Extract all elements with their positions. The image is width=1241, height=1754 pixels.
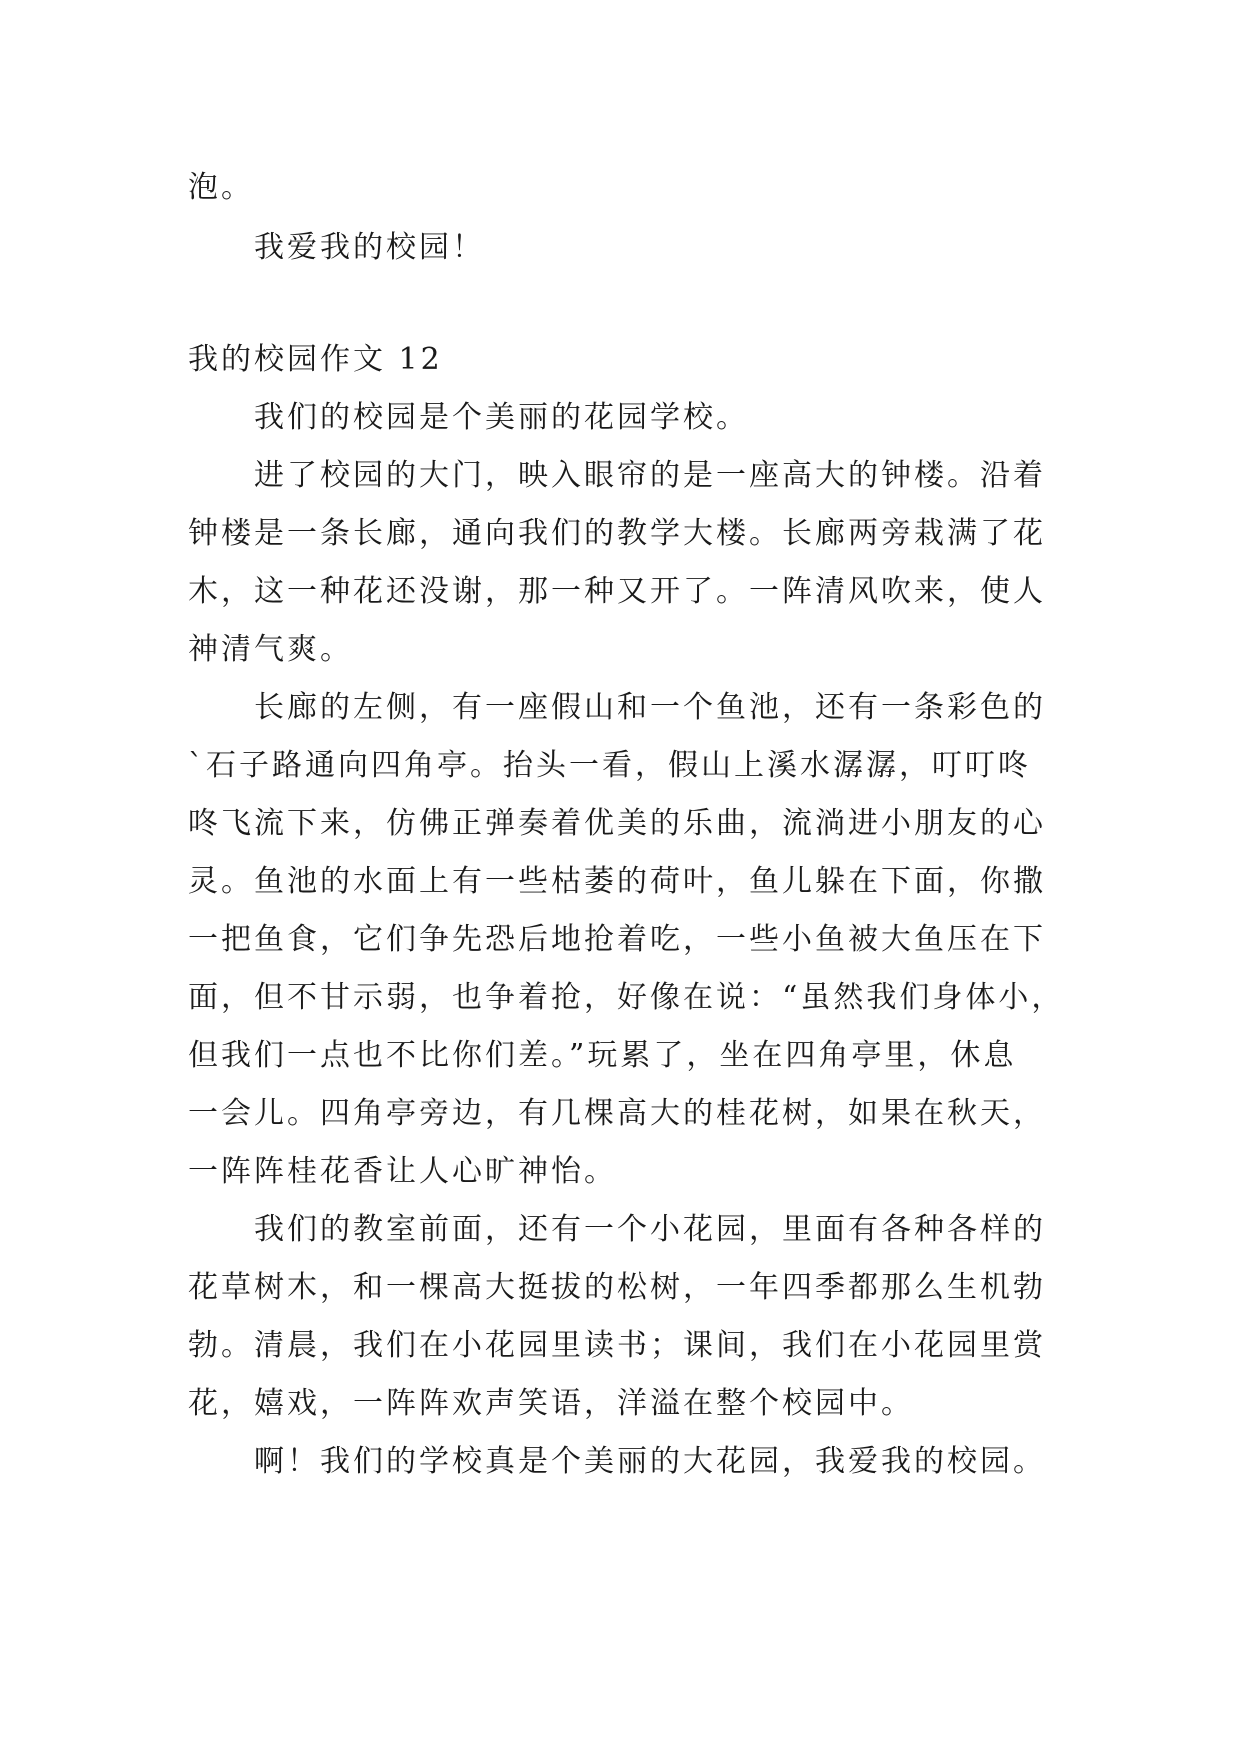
text-line: 我们的校园是个美丽的花园学校。 <box>254 400 749 435</box>
text-line: 咚飞流下来，仿佛正弹奏着优美的乐曲，流淌进小朋友的心 <box>188 806 1046 841</box>
text-line: 长廊的左侧，有一座假山和一个鱼池，还有一条彩色的 <box>254 690 1046 725</box>
text-line: 泡。 <box>188 170 254 205</box>
text-line: 面，但不甘示弱，也争着抢，好像在说：“虽然我们身体小， <box>188 980 1065 1015</box>
text-line: 灵。鱼池的水面上有一些枯萎的荷叶，鱼儿躲在下面，你撒 <box>188 864 1046 899</box>
section-heading: 我的校园作文 12 <box>188 342 443 377</box>
text-line: 花，嬉戏，一阵阵欢声笑语，洋溢在整个校园中。 <box>188 1386 914 1421</box>
text-line: 进了校园的大门，映入眼帘的是一座高大的钟楼。沿着 <box>254 458 1046 493</box>
text-line: 我爱我的校园！ <box>254 230 485 265</box>
text-line: `石子路通向四角亭。抬头一看，假山上溪水潺潺，叮叮咚 <box>188 748 1031 783</box>
text-line: 木，这一种花还没谢，那一种又开了。一阵清风吹来，使人 <box>188 574 1046 609</box>
text-line: 一阵阵桂花香让人心旷神怡。 <box>188 1154 617 1189</box>
text-line: 一把鱼食，它们争先恐后地抢着吃，一些小鱼被大鱼压在下 <box>188 922 1046 957</box>
text-line: 但我们一点也不比你们差。”玩累了，坐在四角亭里，休息 <box>188 1038 1017 1073</box>
text-line: 一会儿。四角亭旁边，有几棵高大的桂花树，如果在秋天， <box>188 1096 1046 1131</box>
text-line: 啊！我们的学校真是个美丽的大花园，我爱我的校园。 <box>254 1444 1046 1479</box>
text-line: 勃。清晨，我们在小花园里读书；课间，我们在小花园里赏 <box>188 1328 1046 1363</box>
text-line: 花草树木，和一棵高大挺拔的松树，一年四季都那么生机勃 <box>188 1270 1046 1305</box>
text-line: 我们的教室前面，还有一个小花园，里面有各种各样的 <box>254 1212 1046 1247</box>
text-line: 钟楼是一条长廊，通向我们的教学大楼。长廊两旁栽满了花 <box>188 516 1046 551</box>
text-line: 神清气爽。 <box>188 632 353 667</box>
